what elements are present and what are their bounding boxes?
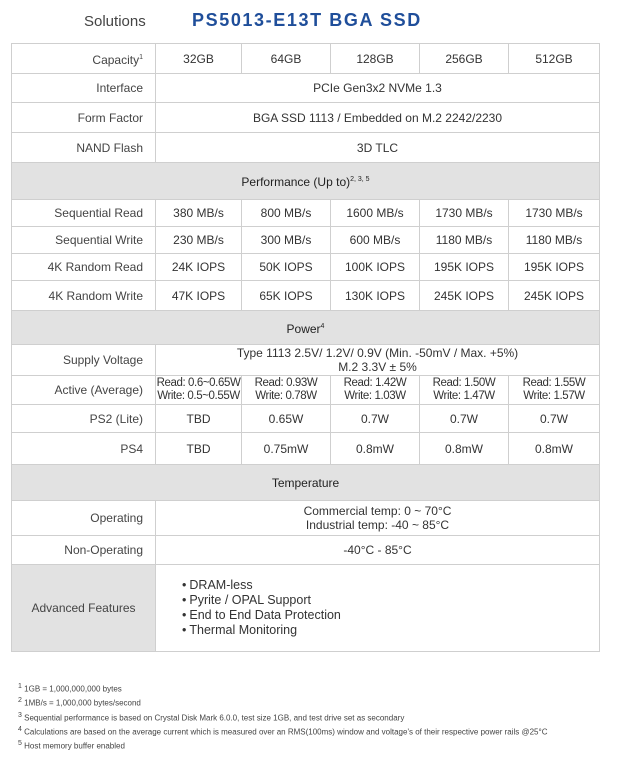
perf-value: 300 MB/s: [242, 227, 331, 254]
footnote: $^3$ Sequential performance is based on Crystal Disk Mark 6.0.0, test size 1GB, and test drive set as secondary: [18, 711, 405, 723]
perf-row: [12, 200, 600, 227]
active-power-value: Read: 1.55W Write: 1.57W: [509, 376, 600, 405]
active-power-label: Active (Average): [12, 376, 156, 405]
perf-value: 24K IOPS: [156, 254, 242, 281]
performance-section: [12, 163, 600, 200]
interface-row: [12, 74, 600, 103]
feature-item: • End to End Data Protection: [182, 608, 599, 623]
perf-value: 1600 MB/s: [331, 200, 420, 227]
feature-item: • Pyrite / OPAL Support: [182, 593, 599, 608]
feature-item: • Thermal Monitoring: [182, 623, 599, 638]
perf-value: 1730 MB/s: [420, 200, 509, 227]
active-power-value: Read: 1.42W Write: 1.03W: [331, 376, 420, 405]
perf-value: 1180 MB/s: [509, 227, 600, 254]
perf-value: 130K IOPS: [331, 281, 420, 311]
capacity-value: 32GB: [156, 44, 242, 74]
interface-value: PCIe Gen3x2 NVMe 1.3: [156, 74, 600, 103]
feature-list: [156, 578, 599, 638]
perf-value: 245K IOPS: [420, 281, 509, 311]
capacity-value: 64GB: [242, 44, 331, 74]
perf-value: 100K IOPS: [331, 254, 420, 281]
ps4-value: 0.75mW: [242, 433, 331, 465]
active-power-value: Read: 0.93W Write: 0.78W: [242, 376, 331, 405]
ps2-value: TBD: [156, 405, 242, 433]
perf-value: 380 MB/s: [156, 200, 242, 227]
footnote: $^4$ Calculations are based on the average current which is measured over an RMS(100ms) window and voltage's of their respective power rails @25°C: [18, 725, 548, 737]
perf-value: 800 MB/s: [242, 200, 331, 227]
supply-voltage-line: M.2 3.3V ± 5%: [338, 360, 417, 374]
capacity-label: Capacity$^1$: [12, 44, 156, 74]
perf-value: 50K IOPS: [242, 254, 331, 281]
ps4-label: PS4: [12, 433, 156, 465]
ps2-value: 0.7W: [331, 405, 420, 433]
operating-value: [156, 501, 600, 536]
advanced-features-value: [156, 565, 600, 652]
perf-row: [12, 281, 600, 311]
perf-value: 245K IOPS: [509, 281, 600, 311]
perf-label: Sequential Write: [12, 227, 156, 254]
form-factor-row: [12, 103, 600, 133]
temperature-section: [12, 465, 600, 501]
capacity-value: 128GB: [331, 44, 420, 74]
perf-value: 1730 MB/s: [509, 200, 600, 227]
ps4-value: 0.8mW: [331, 433, 420, 465]
footnote: $^1$ 1GB = 1,000,000,000 bytes: [18, 683, 122, 694]
active-power-value: Read: 0.6~0.65W Write: 0.5~0.55W: [156, 376, 242, 405]
ps2-row: [12, 405, 600, 433]
supply-voltage-row: [12, 345, 600, 376]
operating-label: Operating: [12, 501, 156, 536]
non-operating-row: [12, 536, 600, 565]
spec-table: [11, 43, 600, 652]
ps4-value: TBD: [156, 433, 242, 465]
perf-value: 47K IOPS: [156, 281, 242, 311]
perf-value: 65K IOPS: [242, 281, 331, 311]
advanced-features-label: Advanced Features: [12, 565, 156, 652]
ps4-row: [12, 433, 600, 465]
supply-voltage-value: [156, 345, 600, 376]
active-power-value: Read: 1.50W Write: 1.47W: [420, 376, 509, 405]
interface-label: Interface: [12, 74, 156, 103]
active-power-row: [12, 376, 600, 405]
ps2-value: 0.7W: [420, 405, 509, 433]
perf-label: 4K Random Read: [12, 254, 156, 281]
perf-value: 195K IOPS: [420, 254, 509, 281]
power-section: [12, 311, 600, 345]
operating-line: Industrial temp: -40 ~ 85°C: [305, 518, 450, 532]
perf-row: [12, 227, 600, 254]
ps2-value: 0.7W: [509, 405, 600, 433]
nand-label: NAND Flash: [12, 133, 156, 163]
footnote: $^2$ 1MB/s = 1,000,000 bytes/second: [18, 697, 141, 708]
supply-voltage-label: Supply Voltage: [12, 345, 156, 376]
perf-value: 195K IOPS: [509, 254, 600, 281]
form-factor-value: BGA SSD 1113 / Embedded on M.2 2242/2230: [156, 103, 600, 133]
product-title: PS5013-E13T BGA SSD: [192, 10, 422, 30]
non-operating-value: -40°C - 85°C: [156, 536, 600, 565]
capacity-value: 256GB: [420, 44, 509, 74]
ps2-value: 0.65W: [242, 405, 331, 433]
supply-voltage-line: Type 1113 2.5V/ 1.2V/ 0.9V (Min. -50mV / Max. +5%): [236, 346, 519, 360]
page-header: [0, 0, 620, 44]
perf-label: Sequential Read: [12, 200, 156, 227]
perf-row: [12, 254, 600, 281]
footnotes: [18, 681, 547, 752]
capacity-row: [12, 44, 600, 74]
capacity-value: 512GB: [509, 44, 600, 74]
perf-label: 4K Random Write: [12, 281, 156, 311]
temperature-heading: Temperature: [12, 465, 600, 501]
nand-row: [12, 133, 600, 163]
non-operating-label: Non-Operating: [12, 536, 156, 565]
performance-heading: Performance (Up to)$^{2, 3, 5}$: [12, 163, 600, 200]
solutions-label: Solutions: [84, 13, 146, 30]
perf-value: 1180 MB/s: [420, 227, 509, 254]
operating-row: [12, 501, 600, 536]
ps2-label: PS2 (Lite): [12, 405, 156, 433]
perf-value: 600 MB/s: [331, 227, 420, 254]
footnote: $^5$ Host memory buffer enabled: [18, 740, 125, 751]
perf-value: 230 MB/s: [156, 227, 242, 254]
operating-line: Commercial temp: 0 ~ 70°C: [303, 504, 452, 518]
feature-item: • DRAM-less: [182, 578, 599, 593]
form-factor-label: Form Factor: [12, 103, 156, 133]
nand-value: 3D TLC: [156, 133, 600, 163]
ps4-value: 0.8mW: [509, 433, 600, 465]
ps4-value: 0.8mW: [420, 433, 509, 465]
power-heading: Power$^4$: [12, 311, 600, 345]
advanced-features-row: [12, 565, 600, 652]
